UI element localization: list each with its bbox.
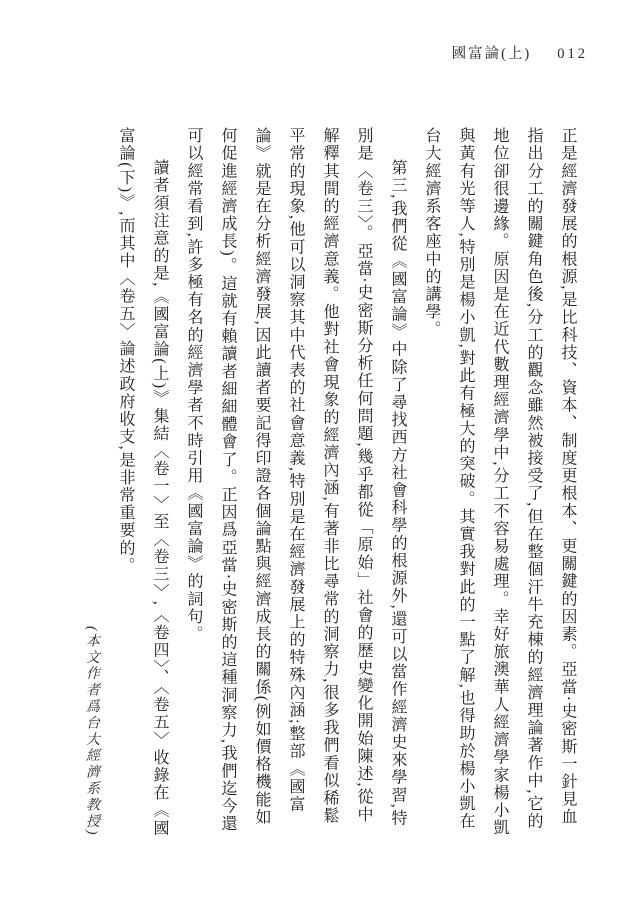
- author-attribution: (本文作者爲台大經濟系教授): [84, 626, 99, 837]
- vertical-text-block: [70, 127, 584, 837]
- running-header: [452, 42, 588, 63]
- paragraph-second: 第三,我們從《國富論》中除了尋找西方社會科學的根源外,還可以當作經濟史來學習,特別是〈卷三〉。亞當‧史密斯分析任何問題,幾乎都從「原始」社會的歷史變化開始陳述,從中解釋其間的經濟意義。他對社會現象的經濟內涵,有著非比尋常的洞察力,很多我們看似稀鬆平常的現象,他可以洞察其中代表的社會意義,特別是在經濟發展上的特殊內涵;整部《國富論》就是在分析經濟發展,因此讀者要記得印證各個論點與經濟成長的關係(例如價格機能如何促進經濟成長)。這就有賴讀者細細體會了。正因爲亞當‧史密斯的這種洞察力,我們迄今還可以經常看到,許多極有名的經濟學者不時引用《國富論》的詞句。: [185, 127, 406, 833]
- paragraph-third: 讀者須注意的是,《國富論(上)》集結〈卷一〉至〈卷三〉,〈卷四〉、〈卷五〉收錄在《國富論(下)》,而其中〈卷五〉論述政府收支,是非常重要的。: [117, 127, 168, 837]
- page-number: 012: [557, 46, 588, 62]
- running-header-book-title: 國富論(上): [451, 46, 532, 62]
- paragraph-continuation: 正是經濟發展的根源,是比科技、資本、制度更根本、更關鍵的因素。亞當‧史密斯一針見血指出分工的關鍵角色後,分工的觀念雖然被接受了,但在整個汗牛充棟的經濟理論著作中,它的地位卻很邊緣。原因是在近代數理經濟學中,分工不容易處理。幸好旅澳華人經濟學家楊小凱與黃有光等人,特別是楊小凱,對此有極大的突破。其實我對此的一點了解,也得助於楊小凱在台大經濟系客座中的講學。: [423, 127, 576, 837]
